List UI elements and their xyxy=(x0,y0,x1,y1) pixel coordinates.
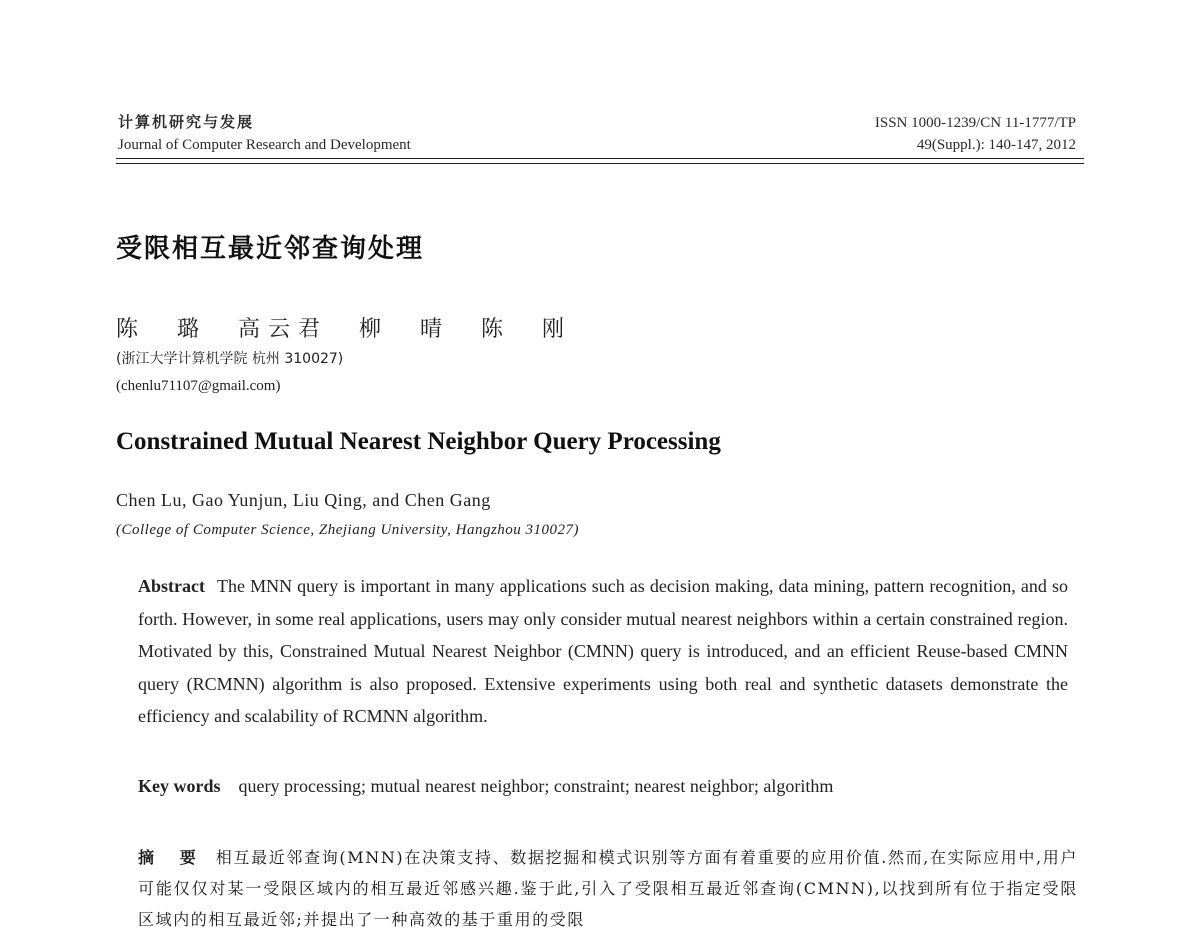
keywords-body: query processing; mutual nearest neighbor; constraint; nearest neighbor; algorithm xyxy=(238,776,834,796)
author-email: (chenlu71107@gmail.com) xyxy=(116,378,281,394)
abstract-cn xyxy=(138,842,1078,935)
authors-en: Chen Lu, Gao Yunjun, Liu Qing, and Chen Gang xyxy=(116,490,491,510)
journal-name-en: Journal of Computer Research and Development xyxy=(118,137,411,153)
abstract-cn-label: 摘 要 xyxy=(138,848,206,867)
issn-line: ISSN 1000-1239/CN 11-1777/TP xyxy=(874,115,1076,131)
abstract-body: The MNN query is important in many applications such as decision making, data mining, pattern recognition, and so forth. However, in some real applications, users may only consider mutual nearest neighbors within a certain constrained region. Motivated by this, Constrained Mutual Nearest Neighbor (CMNN) query is introduced, and an efficient Reuse-based CMNN query (RCMNN) algorithm is also proposed. Extensive experiments using both real and synthetic datasets demonstrate the efficiency and scalability of RCMNN algorithm. xyxy=(138,576,1068,726)
journal-name-cn: 计算机研究与发展 xyxy=(118,115,255,131)
paper-title-cn: 受限相互最近邻查询处理 xyxy=(116,234,425,264)
volume-pages-line: 49(Suppl.): 140-147, 2012 xyxy=(916,137,1076,153)
header-rule-thick xyxy=(116,158,1084,159)
keywords-en xyxy=(138,776,1068,797)
abstract-label: Abstract xyxy=(138,576,205,596)
journal-header-left xyxy=(118,112,411,156)
header-rule-thin xyxy=(116,163,1084,164)
affiliation-cn: (浙江大学计算机学院 杭州 310027) xyxy=(116,351,344,367)
keywords-label: Key words xyxy=(138,776,221,796)
journal-header-right xyxy=(875,112,1076,156)
paper-title-en: Constrained Mutual Nearest Neighbor Query Processing xyxy=(116,428,721,455)
authors-cn: 陈 璐 高云君 柳 晴 陈 刚 xyxy=(116,317,572,342)
abstract-en xyxy=(138,570,1068,733)
affiliation-en: (College of Computer Science, Zhejiang University, Hangzhou 310027) xyxy=(116,522,580,538)
abstract-cn-body: 相互最近邻查询(MNN)在决策支持、数据挖掘和模式识别等方面有着重要的应用价值.然而,在实际应用中,用户可能仅仅对某一受限区域内的相互最近邻感兴趣.鉴于此,引入了受限相互最近邻查询(CMNN),以找到所有位于指定受限区域内的相互最近邻;并提出了一种高效的基于重用的受限 xyxy=(138,848,1078,929)
